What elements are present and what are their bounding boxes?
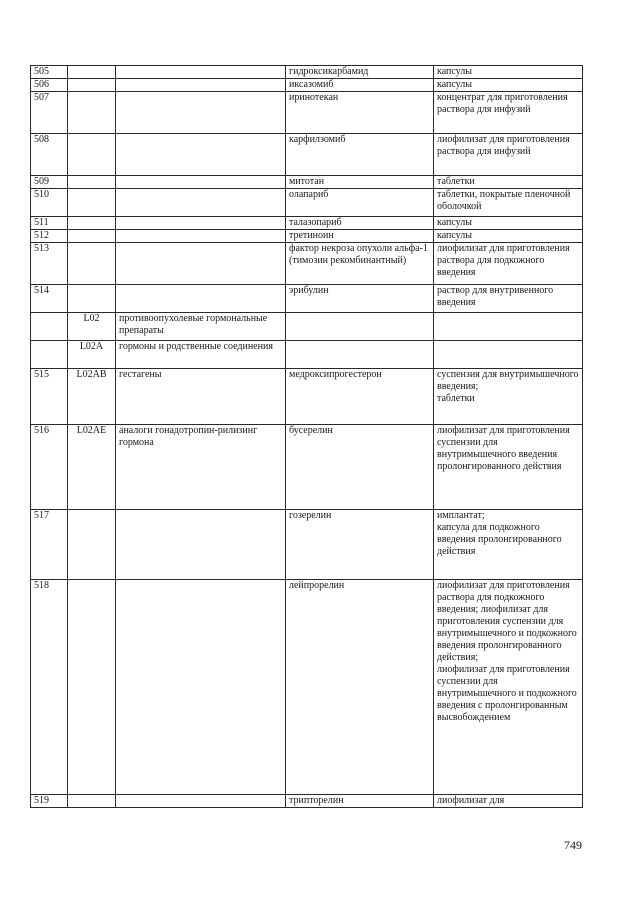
row-number-cell: [31, 217, 68, 230]
dosage-form-cell: [434, 795, 583, 808]
drug-name-cell: [286, 243, 434, 285]
drug-table-body: [31, 66, 583, 808]
table-row: [31, 243, 583, 285]
dosage-form-cell: [434, 341, 583, 369]
atc-code-cell: [68, 176, 116, 189]
row-number-text: 507: [34, 92, 49, 103]
dosage-form-cell: [434, 176, 583, 189]
table-row: [31, 189, 583, 217]
drug-name-text: иринотекан: [289, 92, 339, 103]
drug-name-cell: [286, 230, 434, 243]
dosage-form-cell: [434, 580, 583, 795]
dosage-form-cell: [434, 285, 583, 313]
drug-name-cell: [286, 510, 434, 580]
dosage-form-cell: [434, 510, 583, 580]
row-number-cell: [31, 285, 68, 313]
anatomical-therapeutic-group-cell: [116, 66, 286, 79]
dosage-form-text: суспензия для внутримышечного введения;: [437, 369, 579, 392]
drug-name-text: эрибулин: [289, 285, 329, 296]
row-number-cell: [31, 580, 68, 795]
table-row: [31, 510, 583, 580]
anatomical-therapeutic-group-cell: [116, 176, 286, 189]
drug-name-cell: [286, 341, 434, 369]
table-row: [31, 795, 583, 808]
drug-name-cell: [286, 66, 434, 79]
drug-name-text: третиноин: [289, 230, 334, 241]
dosage-form-cell: [434, 425, 583, 510]
table-row: [31, 369, 583, 425]
row-number-cell: [31, 134, 68, 176]
row-number-text: 514: [34, 285, 49, 296]
dosage-form-text: лиофилизат для приготовления суспензии для внутримышечного и подкожного введения с пролонгированным высвобождением: [437, 664, 577, 723]
anatomical-therapeutic-group-text: противоопухолевые гормональные препараты: [119, 313, 268, 336]
table-row: [31, 79, 583, 92]
atc-code-cell: [68, 79, 116, 92]
atc-code-text: L02: [83, 313, 100, 324]
drug-name-text: гозерелин: [289, 510, 332, 521]
dosage-form-cell: [434, 66, 583, 79]
drug-name-text: митотан: [289, 176, 325, 187]
row-number-text: 516: [34, 425, 49, 436]
atc-code-cell: [68, 217, 116, 230]
drug-name-cell: [286, 217, 434, 230]
dosage-form-cell: [434, 189, 583, 217]
drug-name-cell: [286, 176, 434, 189]
row-number-cell: [31, 189, 68, 217]
dosage-form-cell: [434, 369, 583, 425]
atc-code-text: L02AE: [76, 425, 107, 436]
dosage-form-text: капсулы: [437, 217, 472, 228]
row-number-cell: [31, 341, 68, 369]
row-number-text: 505: [34, 66, 49, 77]
row-number-text: 517: [34, 510, 49, 521]
atc-code-cell: [68, 425, 116, 510]
atc-code-cell: [68, 795, 116, 808]
dosage-form-cell: [434, 313, 583, 341]
table-row: [31, 285, 583, 313]
dosage-form-text: капсулы: [437, 230, 472, 241]
row-number-cell: [31, 425, 68, 510]
dosage-form-text: лиофилизат для: [437, 795, 505, 806]
atc-code-cell: [68, 369, 116, 425]
page-number: 749: [564, 838, 582, 852]
anatomical-therapeutic-group-cell: [116, 313, 286, 341]
anatomical-therapeutic-group-cell: [116, 341, 286, 369]
atc-code-cell: [68, 66, 116, 79]
drug-name-cell: [286, 313, 434, 341]
dosage-form-text: концентрат для приготовления раствора для инфузий: [437, 92, 568, 115]
atc-code-cell: [68, 134, 116, 176]
row-number-cell: [31, 510, 68, 580]
drug-name-cell: [286, 285, 434, 313]
dosage-form-text: лиофилизат для приготовления раствора для инфузий: [437, 134, 570, 157]
dosage-form-text: раствор для внутривенного введения: [437, 285, 554, 308]
drug-name-text: лейпрорелин: [289, 580, 345, 591]
row-number-text: 512: [34, 230, 49, 241]
row-number-text: 506: [34, 79, 49, 90]
anatomical-therapeutic-group-cell: [116, 243, 286, 285]
atc-code-cell: [68, 230, 116, 243]
drug-name-cell: [286, 425, 434, 510]
dosage-form-text: таблетки: [437, 176, 475, 187]
drug-name-cell: [286, 795, 434, 808]
table-row: [31, 230, 583, 243]
atc-code-text: L02AB: [76, 369, 107, 380]
dosage-form-text: таблетки, покрытые пленочной оболочкой: [437, 189, 571, 212]
drug-name-text: олапариб: [289, 189, 329, 200]
anatomical-therapeutic-group-text: гормоны и родственные соединения: [119, 341, 273, 352]
anatomical-therapeutic-group-cell: [116, 79, 286, 92]
anatomical-therapeutic-group-cell: [116, 217, 286, 230]
drug-name-text: талазопариб: [289, 217, 342, 228]
atc-code-cell: [68, 510, 116, 580]
dosage-form-text: капсула для подкожного введения пролонгированного действия: [437, 522, 562, 557]
dosage-form-text: лиофилизат для приготовления раствора для подкожного введения: [437, 243, 570, 278]
atc-code-cell: [68, 285, 116, 313]
row-number-cell: [31, 313, 68, 341]
row-number-cell: [31, 230, 68, 243]
dosage-form-text: капсулы: [437, 66, 472, 77]
row-number-cell: [31, 176, 68, 189]
drug-name-text: трипторелин: [289, 795, 344, 806]
row-number-cell: [31, 243, 68, 285]
atc-code-cell: [68, 92, 116, 134]
anatomical-therapeutic-group-cell: [116, 580, 286, 795]
row-number-text: 509: [34, 176, 49, 187]
anatomical-therapeutic-group-cell: [116, 795, 286, 808]
drug-name-cell: [286, 189, 434, 217]
row-number-cell: [31, 369, 68, 425]
drug-name-text: иксазомиб: [289, 79, 334, 90]
drug-name-text: медроксипрогестерон: [289, 369, 382, 380]
atc-code-cell: [68, 189, 116, 217]
row-number-text: 511: [34, 217, 49, 228]
atc-code-cell: [68, 341, 116, 369]
drug-name-cell: [286, 580, 434, 795]
anatomical-therapeutic-group-cell: [116, 425, 286, 510]
drug-name-text: фактор некроза опухоли альфа-1 (тимозин рекомбинантный): [289, 243, 428, 266]
table-row: [31, 134, 583, 176]
row-number-text: 515: [34, 369, 49, 380]
drug-name-text: карфилзомиб: [289, 134, 346, 145]
dosage-form-text: лиофилизат для приготовления раствора для подкожного введения; лиофилизат для приготовления суспензии для внутримышечного и подкожного введения пролонгированного действия;: [437, 580, 577, 663]
table-row: [31, 176, 583, 189]
table-row: [31, 217, 583, 230]
atc-code-cell: [68, 580, 116, 795]
anatomical-therapeutic-group-cell: [116, 92, 286, 134]
table-row: [31, 341, 583, 369]
dosage-form-cell: [434, 92, 583, 134]
row-number-cell: [31, 79, 68, 92]
dosage-form-cell: [434, 79, 583, 92]
row-number-text: 518: [34, 580, 49, 591]
drug-name-cell: [286, 369, 434, 425]
anatomical-therapeutic-group-cell: [116, 285, 286, 313]
row-number-text: 513: [34, 243, 49, 254]
anatomical-therapeutic-group-text: гестагены: [119, 369, 162, 380]
row-number-cell: [31, 66, 68, 79]
atc-code-cell: [68, 313, 116, 341]
dosage-form-text: таблетки: [437, 393, 475, 404]
drug-table: [30, 65, 583, 808]
dosage-form-cell: [434, 134, 583, 176]
table-row: [31, 425, 583, 510]
drug-name-text: бусерелин: [289, 425, 333, 436]
anatomical-therapeutic-group-cell: [116, 134, 286, 176]
drug-name-cell: [286, 79, 434, 92]
dosage-form-text: лиофилизат для приготовления суспензии для внутримышечного введения пролонгированного действия: [437, 425, 570, 472]
row-number-text: 519: [34, 795, 49, 806]
atc-code-cell: [68, 243, 116, 285]
dosage-form-text: имплантат;: [437, 510, 485, 521]
drug-name-cell: [286, 92, 434, 134]
anatomical-therapeutic-group-cell: [116, 510, 286, 580]
anatomical-therapeutic-group-cell: [116, 189, 286, 217]
table-row: [31, 580, 583, 795]
row-number-text: 510: [34, 189, 49, 200]
anatomical-therapeutic-group-text: аналоги гонадотропин-рилизинг гормона: [119, 425, 258, 448]
dosage-form-text: капсулы: [437, 79, 472, 90]
row-number-cell: [31, 795, 68, 808]
dosage-form-cell: [434, 230, 583, 243]
dosage-form-cell: [434, 243, 583, 285]
anatomical-therapeutic-group-cell: [116, 230, 286, 243]
table-row: [31, 313, 583, 341]
drug-name-text: гидроксикарбамид: [289, 66, 369, 77]
row-number-cell: [31, 92, 68, 134]
dosage-form-cell: [434, 217, 583, 230]
row-number-text: 508: [34, 134, 49, 145]
anatomical-therapeutic-group-cell: [116, 369, 286, 425]
atc-code-text: L02A: [79, 341, 104, 352]
drug-name-cell: [286, 134, 434, 176]
table-row: [31, 66, 583, 79]
table-row: [31, 92, 583, 134]
